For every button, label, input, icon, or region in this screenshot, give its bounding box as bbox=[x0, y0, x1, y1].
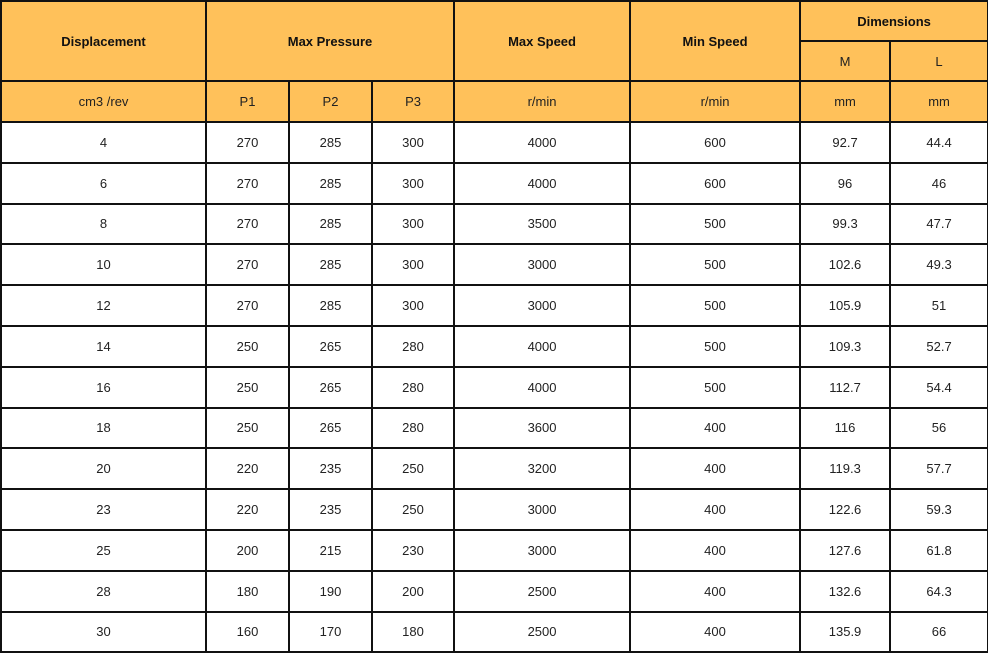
table-row bbox=[1, 285, 988, 326]
cell-p3: 300 bbox=[372, 244, 454, 285]
table-row bbox=[1, 204, 988, 245]
cell-min-speed: 600 bbox=[630, 163, 800, 204]
header-dimensions: Dimensions bbox=[800, 1, 988, 41]
unit-max-speed: r/min bbox=[454, 81, 630, 122]
cell-p2: 285 bbox=[289, 204, 372, 245]
cell-p1: 270 bbox=[206, 244, 289, 285]
cell-dim-m: 92.7 bbox=[800, 122, 890, 163]
cell-max-speed: 3000 bbox=[454, 530, 630, 571]
cell-min-speed: 500 bbox=[630, 285, 800, 326]
cell-displacement: 4 bbox=[1, 122, 206, 163]
cell-dim-l: 52.7 bbox=[890, 326, 988, 367]
cell-p2: 170 bbox=[289, 612, 372, 653]
cell-min-speed: 600 bbox=[630, 122, 800, 163]
cell-p3: 230 bbox=[372, 530, 454, 571]
cell-min-speed: 400 bbox=[630, 489, 800, 530]
cell-dim-l: 49.3 bbox=[890, 244, 988, 285]
header-max-speed: Max Speed bbox=[454, 1, 630, 81]
cell-p3: 300 bbox=[372, 163, 454, 204]
cell-p1: 250 bbox=[206, 408, 289, 449]
cell-dim-l: 59.3 bbox=[890, 489, 988, 530]
cell-p3: 300 bbox=[372, 285, 454, 326]
cell-dim-l: 64.3 bbox=[890, 571, 988, 612]
cell-max-speed: 2500 bbox=[454, 571, 630, 612]
cell-dim-m: 102.6 bbox=[800, 244, 890, 285]
cell-p2: 265 bbox=[289, 367, 372, 408]
cell-dim-m: 135.9 bbox=[800, 612, 890, 653]
cell-p2: 190 bbox=[289, 571, 372, 612]
cell-dim-m: 132.6 bbox=[800, 571, 890, 612]
unit-p3: P3 bbox=[372, 81, 454, 122]
cell-dim-l: 47.7 bbox=[890, 204, 988, 245]
cell-displacement: 8 bbox=[1, 204, 206, 245]
cell-p1: 200 bbox=[206, 530, 289, 571]
cell-displacement: 14 bbox=[1, 326, 206, 367]
cell-p3: 300 bbox=[372, 122, 454, 163]
table-row bbox=[1, 530, 988, 571]
cell-displacement: 28 bbox=[1, 571, 206, 612]
cell-min-speed: 400 bbox=[630, 408, 800, 449]
cell-p2: 235 bbox=[289, 448, 372, 489]
cell-p3: 250 bbox=[372, 489, 454, 530]
cell-dim-m: 127.6 bbox=[800, 530, 890, 571]
cell-p2: 285 bbox=[289, 285, 372, 326]
table-body bbox=[1, 122, 988, 652]
cell-p2: 235 bbox=[289, 489, 372, 530]
cell-min-speed: 500 bbox=[630, 244, 800, 285]
cell-dim-l: 61.8 bbox=[890, 530, 988, 571]
cell-p3: 280 bbox=[372, 326, 454, 367]
table-row bbox=[1, 122, 988, 163]
header-row bbox=[1, 1, 988, 41]
cell-p2: 285 bbox=[289, 163, 372, 204]
cell-p1: 270 bbox=[206, 163, 289, 204]
header-dim-l: L bbox=[890, 41, 988, 81]
cell-max-speed: 3000 bbox=[454, 285, 630, 326]
header-min-speed: Min Speed bbox=[630, 1, 800, 81]
cell-max-speed: 3500 bbox=[454, 204, 630, 245]
cell-p2: 285 bbox=[289, 244, 372, 285]
cell-p3: 300 bbox=[372, 204, 454, 245]
table-row bbox=[1, 163, 988, 204]
cell-displacement: 25 bbox=[1, 530, 206, 571]
cell-displacement: 6 bbox=[1, 163, 206, 204]
cell-dim-l: 51 bbox=[890, 285, 988, 326]
cell-displacement: 20 bbox=[1, 448, 206, 489]
cell-max-speed: 3000 bbox=[454, 244, 630, 285]
cell-dim-m: 109.3 bbox=[800, 326, 890, 367]
cell-p2: 265 bbox=[289, 408, 372, 449]
cell-displacement: 18 bbox=[1, 408, 206, 449]
cell-displacement: 23 bbox=[1, 489, 206, 530]
cell-dim-m: 112.7 bbox=[800, 367, 890, 408]
cell-dim-m: 119.3 bbox=[800, 448, 890, 489]
table-row bbox=[1, 612, 988, 653]
cell-min-speed: 400 bbox=[630, 571, 800, 612]
cell-min-speed: 400 bbox=[630, 612, 800, 653]
cell-p3: 280 bbox=[372, 408, 454, 449]
cell-p3: 200 bbox=[372, 571, 454, 612]
header-dim-m: M bbox=[800, 41, 890, 81]
cell-displacement: 12 bbox=[1, 285, 206, 326]
cell-min-speed: 500 bbox=[630, 204, 800, 245]
cell-p1: 250 bbox=[206, 326, 289, 367]
cell-p3: 180 bbox=[372, 612, 454, 653]
cell-p1: 270 bbox=[206, 122, 289, 163]
unit-min-speed: r/min bbox=[630, 81, 800, 122]
cell-dim-l: 54.4 bbox=[890, 367, 988, 408]
unit-dim-m: mm bbox=[800, 81, 890, 122]
cell-displacement: 30 bbox=[1, 612, 206, 653]
cell-dim-m: 99.3 bbox=[800, 204, 890, 245]
cell-p3: 280 bbox=[372, 367, 454, 408]
cell-max-speed: 3600 bbox=[454, 408, 630, 449]
cell-dim-l: 57.7 bbox=[890, 448, 988, 489]
cell-p1: 270 bbox=[206, 204, 289, 245]
header-displacement: Displacement bbox=[1, 1, 206, 81]
unit-dim-l: mm bbox=[890, 81, 988, 122]
cell-dim-m: 122.6 bbox=[800, 489, 890, 530]
unit-displacement: cm3 /rev bbox=[1, 81, 206, 122]
cell-dim-l: 56 bbox=[890, 408, 988, 449]
cell-p2: 285 bbox=[289, 122, 372, 163]
cell-min-speed: 400 bbox=[630, 448, 800, 489]
cell-p1: 220 bbox=[206, 489, 289, 530]
cell-min-speed: 400 bbox=[630, 530, 800, 571]
table-header bbox=[1, 1, 988, 122]
cell-p1: 160 bbox=[206, 612, 289, 653]
cell-dim-m: 96 bbox=[800, 163, 890, 204]
cell-dim-l: 44.4 bbox=[890, 122, 988, 163]
cell-displacement: 10 bbox=[1, 244, 206, 285]
cell-max-speed: 4000 bbox=[454, 163, 630, 204]
cell-max-speed: 4000 bbox=[454, 326, 630, 367]
cell-max-speed: 2500 bbox=[454, 612, 630, 653]
cell-p1: 180 bbox=[206, 571, 289, 612]
cell-max-speed: 3200 bbox=[454, 448, 630, 489]
cell-dim-l: 66 bbox=[890, 612, 988, 653]
table-row bbox=[1, 326, 988, 367]
cell-displacement: 16 bbox=[1, 367, 206, 408]
cell-p2: 265 bbox=[289, 326, 372, 367]
cell-dim-m: 105.9 bbox=[800, 285, 890, 326]
cell-p1: 250 bbox=[206, 367, 289, 408]
table-row bbox=[1, 244, 988, 285]
unit-p2: P2 bbox=[289, 81, 372, 122]
cell-max-speed: 4000 bbox=[454, 122, 630, 163]
table-row bbox=[1, 448, 988, 489]
cell-max-speed: 3000 bbox=[454, 489, 630, 530]
unit-p1: P1 bbox=[206, 81, 289, 122]
table-row bbox=[1, 571, 988, 612]
cell-min-speed: 500 bbox=[630, 367, 800, 408]
table-row bbox=[1, 489, 988, 530]
table-row bbox=[1, 367, 988, 408]
cell-dim-m: 116 bbox=[800, 408, 890, 449]
cell-dim-l: 46 bbox=[890, 163, 988, 204]
header-max-pressure: Max Pressure bbox=[206, 1, 454, 81]
table-row bbox=[1, 408, 988, 449]
cell-p1: 270 bbox=[206, 285, 289, 326]
cell-max-speed: 4000 bbox=[454, 367, 630, 408]
cell-p2: 215 bbox=[289, 530, 372, 571]
units-row bbox=[1, 81, 988, 122]
cell-p1: 220 bbox=[206, 448, 289, 489]
cell-p3: 250 bbox=[372, 448, 454, 489]
cell-min-speed: 500 bbox=[630, 326, 800, 367]
